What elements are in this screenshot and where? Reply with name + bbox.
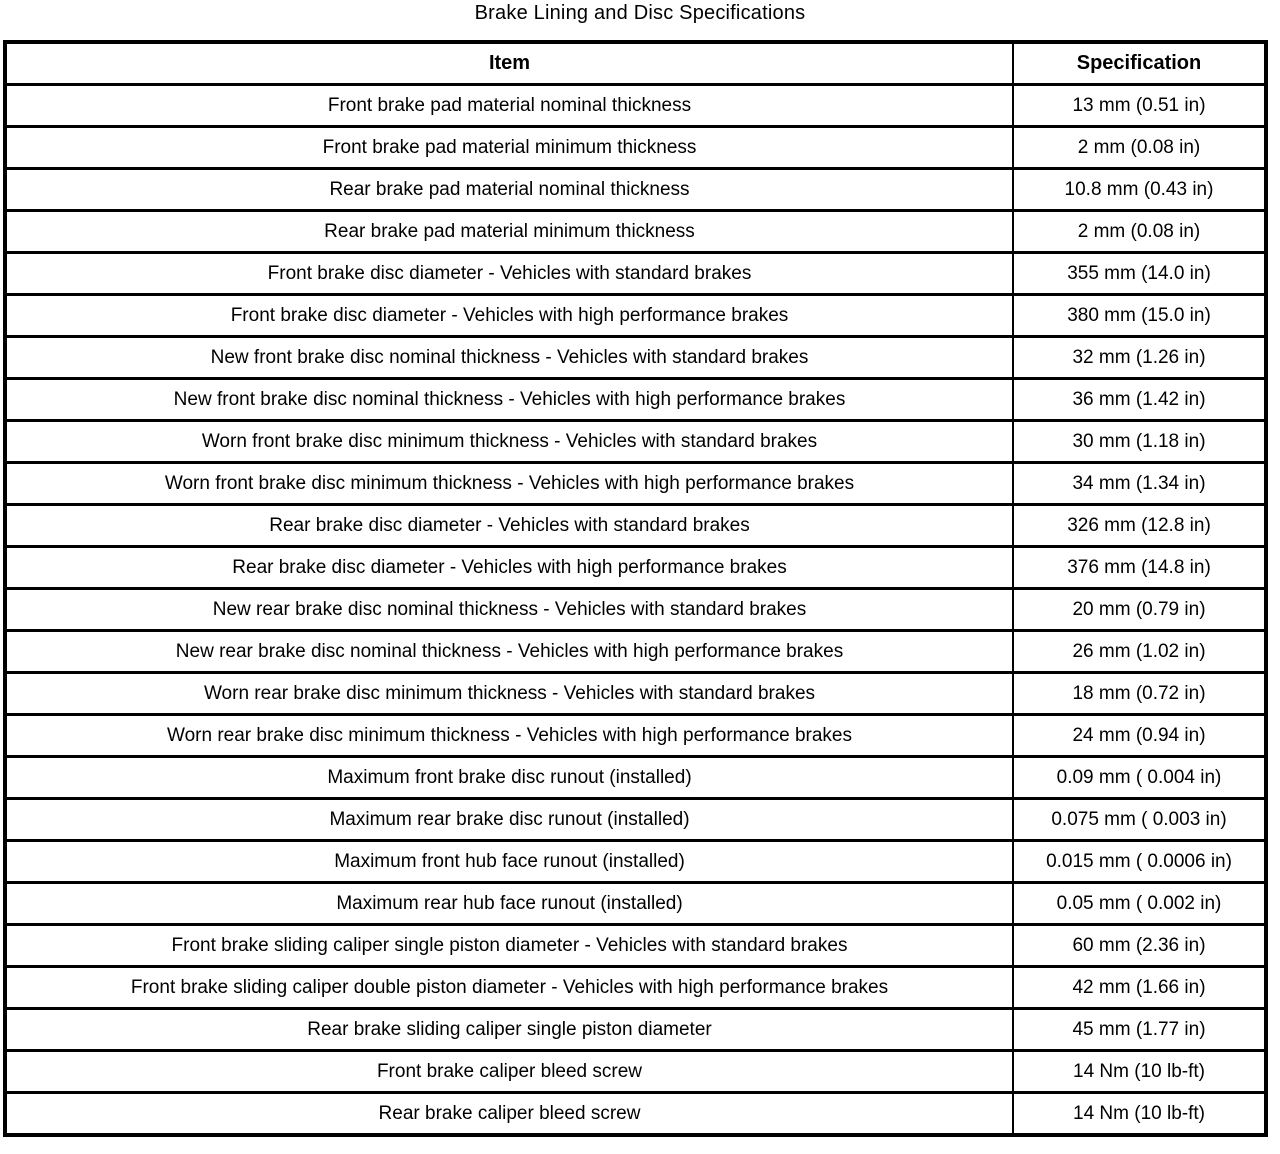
item-cell: Maximum rear brake disc runout (installed) xyxy=(5,799,1013,841)
spec-cell: 376 mm (14.8 in) xyxy=(1013,547,1266,589)
table-header-row xyxy=(5,42,1266,85)
table-row xyxy=(5,547,1266,589)
item-cell: Rear brake pad material minimum thickness xyxy=(5,211,1013,253)
item-cell: New front brake disc nominal thickness - Vehicles with standard brakes xyxy=(5,337,1013,379)
spec-cell: 34 mm (1.34 in) xyxy=(1013,463,1266,505)
item-cell: Front brake pad material nominal thickness xyxy=(5,85,1013,127)
item-cell: New rear brake disc nominal thickness - Vehicles with standard brakes xyxy=(5,589,1013,631)
item-cell: New front brake disc nominal thickness - Vehicles with high performance brakes xyxy=(5,379,1013,421)
item-cell: New rear brake disc nominal thickness - Vehicles with high performance brakes xyxy=(5,631,1013,673)
table-row xyxy=(5,967,1266,1009)
item-cell: Front brake caliper bleed screw xyxy=(5,1051,1013,1093)
table-row xyxy=(5,337,1266,379)
item-cell: Rear brake disc diameter - Vehicles with standard brakes xyxy=(5,505,1013,547)
spec-cell: 10.8 mm (0.43 in) xyxy=(1013,169,1266,211)
table-row xyxy=(5,85,1266,127)
table-row xyxy=(5,421,1266,463)
item-cell: Worn front brake disc minimum thickness - Vehicles with standard brakes xyxy=(5,421,1013,463)
table-row xyxy=(5,253,1266,295)
spec-cell: 26 mm (1.02 in) xyxy=(1013,631,1266,673)
column-header-item: Item xyxy=(5,42,1013,85)
item-cell: Worn rear brake disc minimum thickness - Vehicles with high performance brakes xyxy=(5,715,1013,757)
item-cell: Worn front brake disc minimum thickness - Vehicles with high performance brakes xyxy=(5,463,1013,505)
spec-cell: 0.05 mm ( 0.002 in) xyxy=(1013,883,1266,925)
spec-cell: 0.075 mm ( 0.003 in) xyxy=(1013,799,1266,841)
item-cell: Worn rear brake disc minimum thickness - Vehicles with standard brakes xyxy=(5,673,1013,715)
spec-cell: 20 mm (0.79 in) xyxy=(1013,589,1266,631)
page-title: Brake Lining and Disc Specifications xyxy=(474,2,806,24)
spec-cell: 355 mm (14.0 in) xyxy=(1013,253,1266,295)
item-cell: Rear brake sliding caliper single piston diameter xyxy=(5,1009,1013,1051)
spec-cell: 42 mm (1.66 in) xyxy=(1013,967,1266,1009)
spec-cell: 14 Nm (10 lb-ft) xyxy=(1013,1093,1266,1136)
spec-cell: 0.09 mm ( 0.004 in) xyxy=(1013,757,1266,799)
table-row xyxy=(5,673,1266,715)
spec-cell: 32 mm (1.26 in) xyxy=(1013,337,1266,379)
table-row xyxy=(5,757,1266,799)
spec-cell: 24 mm (0.94 in) xyxy=(1013,715,1266,757)
item-cell: Rear brake disc diameter - Vehicles with high performance brakes xyxy=(5,547,1013,589)
spec-cell: 45 mm (1.77 in) xyxy=(1013,1009,1266,1051)
spec-cell: 326 mm (12.8 in) xyxy=(1013,505,1266,547)
table-row xyxy=(5,1051,1266,1093)
item-cell: Rear brake caliper bleed screw xyxy=(5,1093,1013,1136)
item-cell: Maximum rear hub face runout (installed) xyxy=(5,883,1013,925)
table-row xyxy=(5,631,1266,673)
spec-cell: 36 mm (1.42 in) xyxy=(1013,379,1266,421)
table-row xyxy=(5,1093,1266,1136)
item-cell: Front brake pad material minimum thickness xyxy=(5,127,1013,169)
spec-cell: 380 mm (15.0 in) xyxy=(1013,295,1266,337)
table-row xyxy=(5,883,1266,925)
table-row xyxy=(5,925,1266,967)
item-cell: Maximum front hub face runout (installed) xyxy=(5,841,1013,883)
spec-cell: 2 mm (0.08 in) xyxy=(1013,211,1266,253)
item-cell: Front brake disc diameter - Vehicles with standard brakes xyxy=(5,253,1013,295)
item-cell: Front brake sliding caliper double piston diameter - Vehicles with high performance brakes xyxy=(5,967,1013,1009)
spec-cell: 14 Nm (10 lb-ft) xyxy=(1013,1051,1266,1093)
spec-cell: 18 mm (0.72 in) xyxy=(1013,673,1266,715)
spec-cell: 60 mm (2.36 in) xyxy=(1013,925,1266,967)
table-row xyxy=(5,463,1266,505)
table-row xyxy=(5,295,1266,337)
item-cell: Front brake sliding caliper single piston diameter - Vehicles with standard brakes xyxy=(5,925,1013,967)
column-header-specification: Specification xyxy=(1013,42,1266,85)
item-cell: Rear brake pad material nominal thickness xyxy=(5,169,1013,211)
table-row xyxy=(5,169,1266,211)
item-cell: Front brake disc diameter - Vehicles with high performance brakes xyxy=(5,295,1013,337)
spec-cell: 2 mm (0.08 in) xyxy=(1013,127,1266,169)
table-row xyxy=(5,715,1266,757)
spec-cell: 13 mm (0.51 in) xyxy=(1013,85,1266,127)
brake-specifications-table xyxy=(3,40,1268,1137)
table-row xyxy=(5,799,1266,841)
table-row xyxy=(5,211,1266,253)
table-row xyxy=(5,841,1266,883)
table-row xyxy=(5,505,1266,547)
spec-cell: 30 mm (1.18 in) xyxy=(1013,421,1266,463)
table-row xyxy=(5,379,1266,421)
spec-cell: 0.015 mm ( 0.0006 in) xyxy=(1013,841,1266,883)
table-row xyxy=(5,127,1266,169)
table-row xyxy=(5,1009,1266,1051)
table-row xyxy=(5,589,1266,631)
item-cell: Maximum front brake disc runout (installed) xyxy=(5,757,1013,799)
